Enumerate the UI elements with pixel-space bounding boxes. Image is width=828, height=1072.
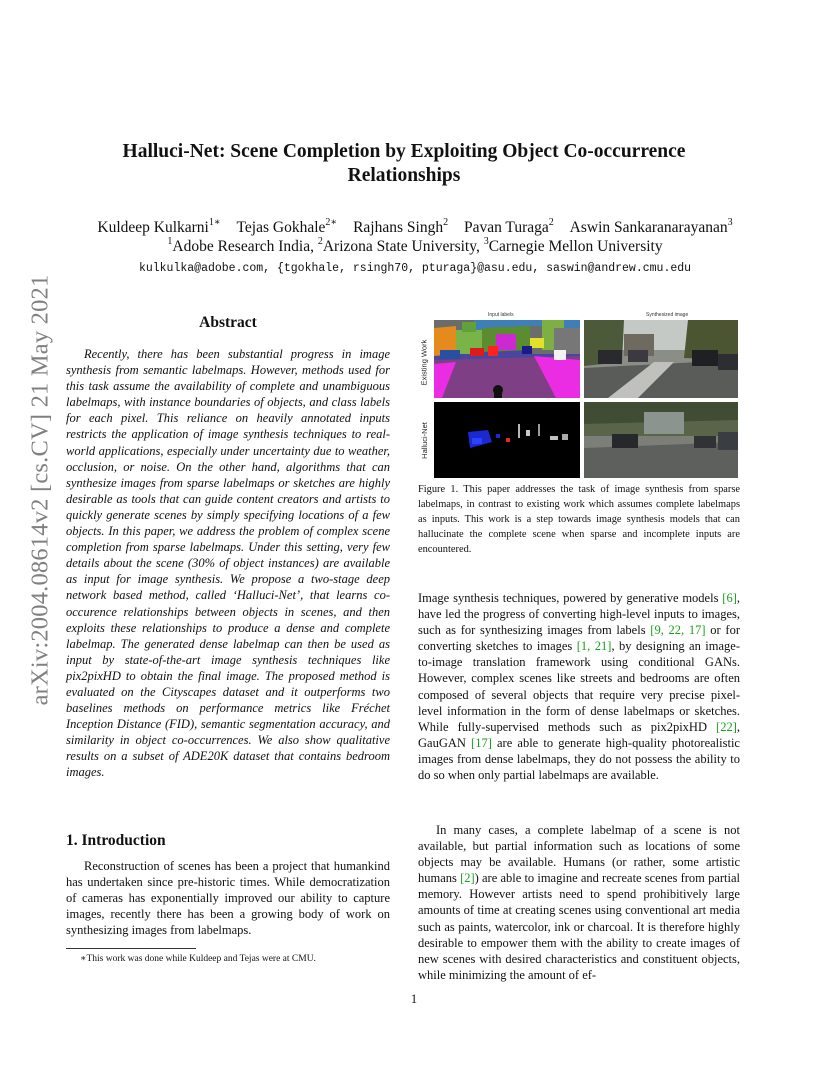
author: Tejas Gokhale$^{2∗}$	[236, 217, 338, 236]
synthesized-image-existing	[584, 320, 738, 398]
body-paragraph: In many cases, a complete labelmap of a scene is not available, but partial information such as locations of some objects may be available. Humans (or rather, some artistic humans [2]) are able to imagine and recreate scenes from partial memory. However artists need to spend prohibitively large amounts of time at creating scenes using conventional art media such as paints, watercolor, ink or charcoal. It is therefore highly desirable to empower them with the ability to create images of new scenes with desired characteristics and constituent objects, while minimizing the amount of ef-	[418, 823, 740, 982]
figure-row-label: Existing Work	[419, 339, 429, 385]
author: Aswin Sankaranarayanan$^3$	[569, 217, 733, 236]
introduction-heading: 1. Introduction	[66, 832, 166, 849]
paper-title: Halluci-Net: Scene Completion by Exploiting Object Co-occurrence Relationships	[122, 141, 686, 186]
author-list	[60, 218, 770, 237]
citation-link[interactable]: [6]	[722, 591, 737, 605]
citation-link[interactable]: [17]	[471, 735, 492, 750]
synthesized-image-hallucinet	[584, 402, 738, 478]
arxiv-identifier	[18, 274, 62, 706]
footnote-rule	[66, 948, 196, 949]
arxiv-identifier-text: arXiv:2004.08614v2 [cs.CV] 21 May 2021	[26, 274, 54, 706]
introduction-paragraph: Reconstruction of scenes has been a project that humankind has undertaken since pre-historic times. While democratization of cameras has exponentially improved our ability to capture images, recently there has been a growing body of work on synthesizing images from labelmaps.	[66, 859, 390, 938]
figure-row-label: Halluci-Net	[419, 421, 429, 459]
abstract-text: Recently, there has been substantial progress in image synthesis from semantic labelmaps. However, methods used for this task assume the availability of complete and unambiguous labelmaps, with instance boundaries of objects, and class labels for each pixel. This reliance on heavily annotated inputs restricts the application of image synthesis techniques to real-world applications, especially under uncertainty due to weather, occlusion, or noise. On the other hand, algorithms that can synthesize images from sparse labelmaps or sketches are highly desirable as tools that can guide content creators and artists to quickly generate scenes by simply specifying locations of a few objects. In this paper, we address the problem of complex scene completion from sparse labelmaps. Under this setting, very few details about the scene (30% of object instances) are available as input for image synthesis. We propose a two-stage deep network based method, called ‘Halluci-Net’, that learns co-occurence relationships between objects in scenes, and then exploits these relationships to produce a dense and complete labelmap. The generated dense labelmap can then be used as input by state-of-the-art image synthesis techniques like pix2pixHD to obtain the final image. The proposed method is evaluated on the Cityscapes dataset and it outperforms two baselines methods on performance metrics like Fréchet Inception Distance (FID), semantic segmentation accuracy, and similarity in object co-occurrences. We also show qualitative results on a subset of ADE20K dataset that contains bedroom images.	[66, 347, 390, 780]
footnote: ∗This work was done while Kuldeep and Tejas were at CMU.	[80, 954, 316, 964]
citation-link[interactable]: [22]	[716, 719, 737, 734]
abstract-heading: Abstract	[199, 314, 257, 331]
sparse-labelmap-image	[434, 402, 580, 478]
figure-column-label: Synthesized image	[646, 312, 689, 318]
author-emails: kulkulka@adobe.com, {tgokhale, rsingh70, pturaga}@asu.edu, saswin@andrew.cmu.edu	[138, 262, 692, 275]
page-number: 1	[410, 992, 418, 1006]
figure-1-caption: Figure 1. This paper addresses the task of image synthesis from sparse labelmaps, in contrast to existing work which assumes complete labelmaps as inputs. This work is a step towards image synthesis models that can hallucinate the complete scene when sparse and incomplete inputs are encountered.	[418, 484, 740, 555]
author: Pavan Turaga$^2$	[463, 217, 554, 236]
citation-link[interactable]: [9, 22, 17]	[650, 623, 706, 638]
author: Rajhans Singh$^2$	[353, 217, 449, 236]
body-paragraph: Image synthesis techniques, powered by generative models [6], have led the progress of converting high-level inputs to images, such as for synthesizing images from labels [9, 22, 17] or for converting sketches to images [1, 21], by designing an image-to-image translation framework using conditional GANs. However, complex scenes like streets and bedrooms are often composed of several objects that require very precise pixel-level information in the form of dense labelmaps or sketches. While fully-supervised methods such as pix2pixHD [22], GauGAN [17] are able to generate high-quality photorealistic images from dense labelmaps, they do not possess the ability to do so when only partial labelmaps are available.	[418, 591, 741, 783]
author: Kuldeep Kulkarni$^{1∗}$	[97, 217, 221, 236]
affiliations: $^1$Adobe Research India, $^2$Arizona State University, $^3$Carnegie Mellon University	[167, 236, 663, 255]
citation-link[interactable]: [2]	[460, 871, 475, 886]
dense-labelmap-image	[434, 320, 580, 398]
citation-link[interactable]: [1, 21]	[576, 639, 612, 654]
figure-column-label: Input labels	[488, 312, 514, 318]
figure-1	[418, 312, 740, 480]
